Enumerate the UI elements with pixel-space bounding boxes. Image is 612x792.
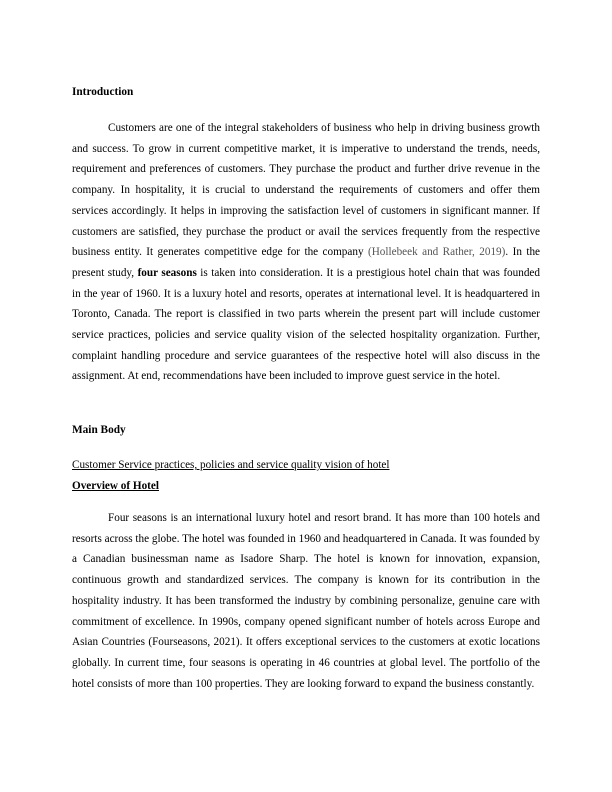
- main-body-heading: Main Body: [72, 424, 126, 436]
- introduction-heading: Introduction: [72, 86, 134, 98]
- intro-text-mid: . In the present study,: [72, 246, 541, 279]
- subsection-title: Overview of Hotel: [72, 480, 159, 492]
- intro-bold-term: four seasons: [137, 266, 197, 279]
- intro-citation: (Hollebeek and Rather, 2019): [367, 246, 506, 259]
- overview-text: Four seasons is an international luxury hotel and resort brand. It has more than 100 hotels and resorts across the globe. The hotel was founded in 1960 and headquartered in Canada. It was founded by a Canadian businessman name as Isadore Sharp. The hotel is known for innovation, expansion, continuous growth and standardized services. The company is known for its contribution in the hospitality industry. It has been transformed the industry by combining personalize, genuine care with commitment of excellence. In 1990s, company opened significant number of hotels across Europe and Asian Countries (Fourseasons, 2021). It offers exceptional services to the customers at exotic locations globally. In current time, four seasons is operating in 46 countries at global level. The portfolio of the hotel consists of more than 100 properties. They are looking forward to expand the business constantly.: [72, 512, 540, 690]
- intro-text-end: is taken into consideration. It is a prestigious hotel chain that was founded in the year of 1960. It is a luxury hotel and resorts, operates at international level. It is headquartered in Toronto, Canada. The report is classified in two parts wherein the present part will include customer service practices, policies and service quality vision of the selected hospitality organization. Further, complaint handling procedure and service guarantees of the respective hotel will also discuss in the assignment. At end, recommendations have been included to improve guest service in the hotel.: [72, 266, 540, 383]
- section-title: Customer Service practices, policies and service quality vision of hotel: [72, 459, 390, 471]
- overview-paragraph: [72, 508, 540, 694]
- intro-text-start: Customers are one of the integral stakeholders of business who help in driving business growth and success. To grow in current competitive market, it is imperative to understand the trends, needs, requirement and preferences of customers. They purchase the product and further drive revenue in the company. In hospitality, it is crucial to understand the requirements of customers and offer them services accordingly. It helps in improving the satisfaction level of customers in significant manner. If customers are satisfied, they purchase the product or avail the services frequently from the respective business entity. It generates competitive edge for the company: [72, 122, 540, 259]
- introduction-paragraph: [72, 118, 540, 387]
